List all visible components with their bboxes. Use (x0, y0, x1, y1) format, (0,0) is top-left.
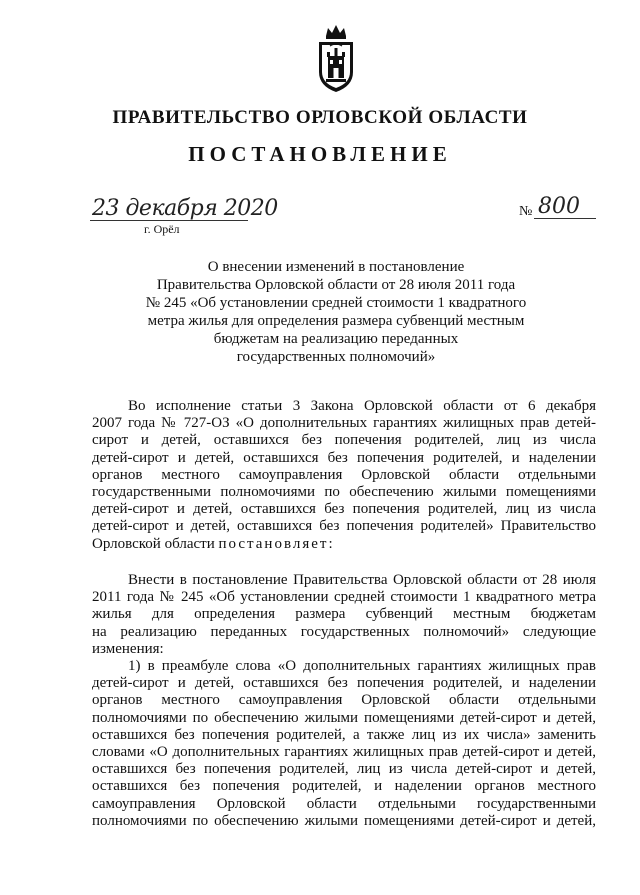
document-number-handwritten: 800 (538, 194, 580, 219)
number-sign: № (519, 204, 533, 219)
organization-title: ПРАВИТЕЛЬСТВО ОРЛОВСКОЙ ОБЛАСТИ (112, 107, 528, 128)
text-line: государственными полномочиями по обеспечению жилыми помещениями (92, 484, 596, 501)
document-type-title: ПОСТАНОВЛЕНИЕ (188, 142, 452, 166)
text-line: 1) в преамбуле слова «О дополнительных гарантиях жилищных прав (128, 658, 596, 674)
subject-line: бюджетам на реализацию переданных (213, 331, 459, 347)
number-underline (534, 218, 596, 219)
text-line: оставшихся без попечения родителей, а также лиц из их числа» заменить (92, 726, 596, 743)
text-line: оставшихся без попечения родителей, лиц из числа детей-сирот и детей, (92, 761, 596, 778)
date-underline (90, 220, 248, 221)
text-line: органов местного самоуправления Орловской области отдельными (92, 466, 596, 483)
text-line: словами «О дополнительных гарантиях жилищных прав детей-сирот и детей, (92, 744, 596, 761)
text-line: 2011 года № 245 «Об установлении средней стоимости 1 квадратного метра (92, 589, 596, 606)
amendment-item-1 (92, 658, 596, 830)
text-line: детей-сирот и детей, оставшихся без попечения родителей, и наделении (92, 675, 596, 692)
amendment-intro-paragraph (92, 572, 596, 658)
resolution-suffix: : (328, 535, 333, 552)
subject-line: № 245 «Об установлении средней стоимости 1 квадратного (145, 295, 527, 311)
subject-line: О внесении изменений в постановление (207, 259, 465, 275)
document-date-handwritten: 23 декабря 2020 (92, 196, 278, 221)
subject-line: государственных полномочий» (236, 349, 436, 365)
preamble-paragraph (92, 398, 596, 553)
subject-line: метра жилья для определения размера субвенций местным (147, 313, 525, 329)
text-line: полномочиями по обеспечению жилыми помещениями детей-сирот и детей, (92, 709, 596, 726)
text-line: Внести в постановление Правительства Орловской области от 28 июля (128, 572, 596, 588)
subject-line: Правительства Орловской области от 28 июля 2011 года (156, 277, 516, 293)
text-line: изменения: (92, 640, 164, 657)
text-line: органов местного самоуправления Орловской области отдельными (92, 692, 596, 709)
text-line (92, 536, 596, 553)
text-line: Во исполнение статьи 3 Закона Орловской области от 6 декабря (128, 398, 596, 414)
text-line: на реализацию переданных государственных полномочий» следующие (92, 623, 596, 640)
resolution-word: постановляет (218, 535, 329, 552)
text-line: самоуправления Орловской области отдельными государственными (92, 795, 596, 812)
document-subject (140, 258, 532, 366)
text-line: жилья для определения размера субвенций местным бюджетам (92, 606, 596, 623)
city-label: г. Орёл (144, 222, 180, 236)
text-line: 2007 года № 727-ОЗ «О дополнительных гарантиях жилищных прав детей- (92, 415, 596, 432)
text-line: детей-сирот и детей, оставшихся без попечения родителей, и наделении (92, 449, 596, 466)
text-line: полномочиями по обеспечению жилыми помещениями детей-сирот и детей, (92, 812, 596, 829)
text-line: детей-сирот и детей, оставшихся без попечения родителей» Правительство (92, 518, 596, 535)
resolution-prefix: Орловской области (92, 535, 219, 552)
text-line: детей-сирот и детей, оставшихся без попечения родителей, лиц из числа (92, 501, 596, 518)
text-line: оставшихся без попечения родителей, и наделении органов местного (92, 778, 596, 795)
coat-of-arms-emblem (316, 22, 356, 94)
text-line: сирот и детей, оставшихся без попечения родителей, лиц из числа (92, 432, 596, 449)
